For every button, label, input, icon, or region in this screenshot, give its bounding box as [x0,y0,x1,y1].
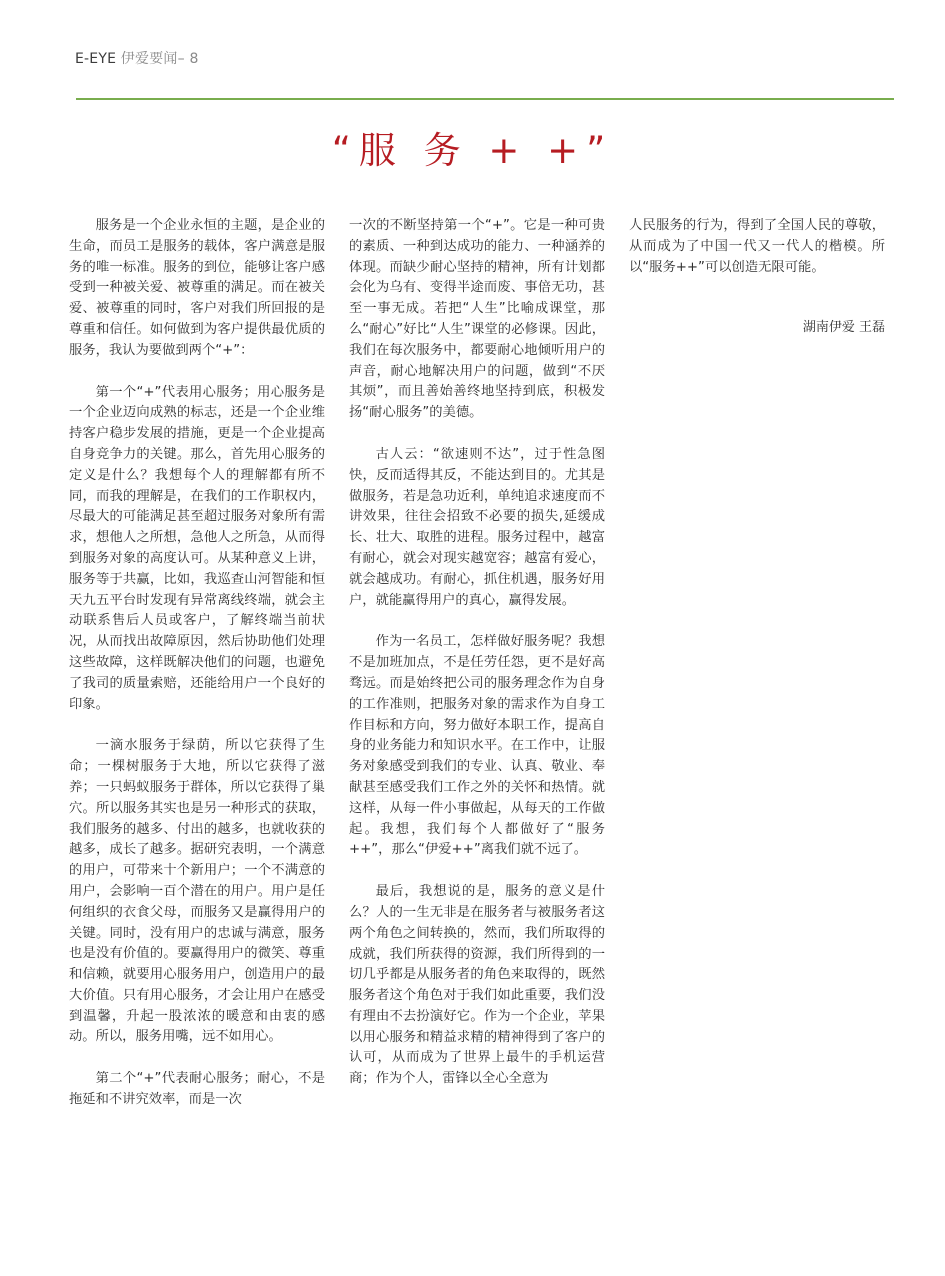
paragraph: 人民服务的行为，得到了全国人民的尊敬，从而成为了中国一代又一代人的楷模。所以“服务++”可以创造无限可能。 [629,218,885,275]
paragraph: 一次的不断坚持第一个“+”。它是一种可贵的素质、一种到达成功的能力、一种涵养的体现。而缺少耐心坚持的精神，所有计划都会化为乌有、变得半途而废、事倍无功，甚至一事无成。若把“人生”比喻成课堂，那么“耐心”好比“人生”课堂的必修课。因此，我们在每次服务中，都要耐心地倾听用户的声音，耐心地解决用户的问题，做到“不厌其烦”，而且善始善终地坚持到底，积极发扬“耐心服务”的美德。 [349,218,605,421]
header-divider [76,98,894,100]
paragraph: 服务是一个企业永恒的主题，是企业的生命，而员工是服务的载体，客户满意是服务的唯一标准。服务的到位，能够让客户感受到一种被关爱、被尊重的满足。而在被关爱、被尊重的同时，客户对我们所回报的是尊重和信任。如何做到为客户提供最优质的服务，我认为要做到两个“+”： [69,218,325,358]
article-column-3 [629,216,885,339]
article-title: “服 务 + +” [331,129,614,172]
paragraph: 第二个“+”代表耐心服务；耐心，不是拖延和不讲究效率，而是一次 [69,1071,325,1108]
article-column-1 [69,216,325,1111]
page-number: – 8 [177,51,199,67]
paragraph: 最后，我想说的是，服务的意义是什么？人的一生无非是在服务者与被服务者这两个角色之间转换的，然而，我们所取得的成就，我们所获得的资源，我们所得到的一切几乎都是从服务者的角色来取得的，既然服务者这个角色对于我们如此重要，我们没有理由不去扮演好它。作为一个企业，苹果以用心服务和精益求精的精神得到了客户的认可，从而成为了世界上最牛的手机运营商；作为个人，雷锋以全心全意为 [349,884,605,1087]
magazine-brand: E-EYE [75,51,117,67]
paragraph: 古人云：“欲速则不达”，过于性急图快，反而适得其反，不能达到目的。尤其是做服务，若是急功近利，单纯追求速度而不讲效果，往往会招致不必要的损失,延缓成长、壮大、取胜的进程。服务过程中，越富有耐心，就会对现实越宽容；越富有爱心，就会越成功。有耐心，抓住机遇，服务好用户，就能赢得用户的真心，赢得发展。 [349,446,605,608]
page-header [75,48,199,68]
paragraph: 作为一名员工，怎样做好服务呢？我想不是加班加点，不是任劳任怨，更不是好高骛远。而是始终把公司的服务理念作为自身的工作准则，把服务对象的需求作为自身工作目标和方向，努力做好本职工作，提高自身的业务能力和知识水平。在工作中，让服务对象感受到我们的专业、认真、敬业、奉献甚至感受我们工作之外的关怀和热情。就这样，从每一件小事做起，从每天的工作做起。我想，我们每个人都做好了“服务++”，那么“伊爱++”离我们就不远了。 [349,634,605,858]
article-column-2 [349,216,605,1090]
paragraph: 第一个“+”代表用心服务；用心服务是一个企业迈向成熟的标志，还是一个企业维持客户稳步发展的措施，更是一个企业提高自身竞争力的关键。那么，首先用心服务的定义是什么？我想每个人的理解都有所不同，而我的理解是，在我们的工作职权内，尽最大的可能满足甚至超过服务对象所有需求，想他人之所想，急他人之所急，从而得到服务对象的高度认可。从某种意义上讲，服务等于共赢，比如，我巡查山河智能和恒天九五平台时发现有异常离线终端，就会主动联系售后人员或客户，了解终端当前状况，从而找出故障原因，然后协助他们处理这些故障，这样既解决他们的问题，也避免了我司的质量索赔，还能给用户一个良好的印象。 [69,384,325,712]
paragraph: 一滴水服务于绿荫，所以它获得了生命；一棵树服务于大地，所以它获得了滋养；一只蚂蚁服务于群体，所以它获得了巢穴。所以服务其实也是另一种形式的获取，我们服务的越多、付出的越多，也就收获的越多，成长了越多。据研究表明，一个满意的用户，可带来十个新用户；一个不满意的用户，会影响一百个潜在的用户。用户是任何组织的衣食父母，而服务又是赢得用户的关键。同时，没有用户的忠诚与满意，服务也是没有价值的。要赢得用户的微笑、尊重和信赖，就要用心服务用户，创造用户的最大价值。只有用心服务，才会让用户在感受到温馨，升起一股浓浓的暖意和由衷的感动。所以，服务用嘴，远不如用心。 [69,738,325,1045]
author-signature: 湖南伊爱 王磊 [802,320,885,336]
section-name: 伊爱要闻 [120,51,178,67]
